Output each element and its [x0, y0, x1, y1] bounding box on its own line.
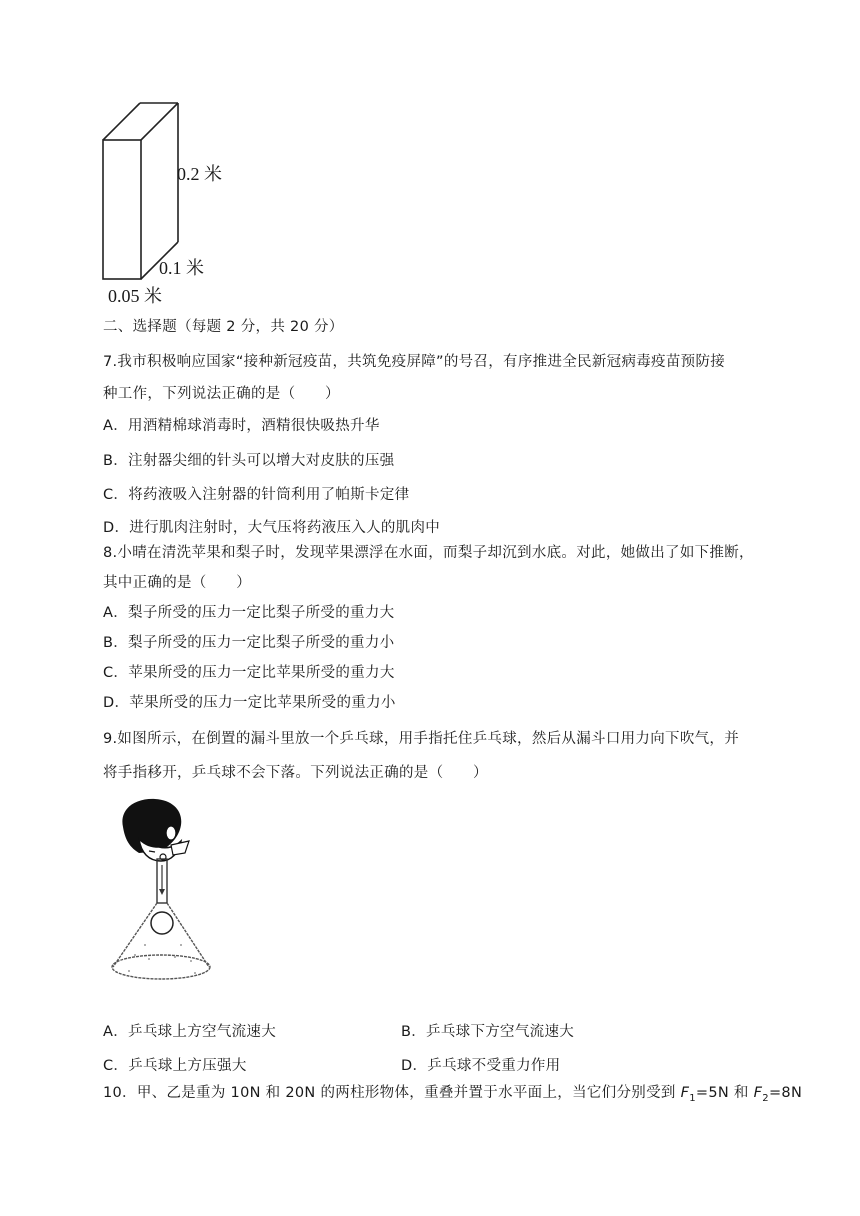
width-label: 0.05 米: [108, 286, 162, 306]
q8-option-b: B．梨子所受的压力一定比梨子所受的重力小: [103, 635, 395, 651]
q7-option-d: D．进行肌肉注射时，大气压将药液压入人的肌肉中: [103, 520, 441, 536]
f1-value: =5N 和: [695, 1085, 754, 1101]
q8-stem-line1: 8.小晴在清洗苹果和梨子时，发现苹果漂浮在水面，而梨子却沉到水底。对此，她做出了如下推断，: [103, 545, 754, 561]
section-heading: 二、选择题（每题 2 分，共 20 分）: [103, 319, 344, 335]
q8-option-a: A．梨子所受的压力一定比梨子所受的重力大: [103, 605, 395, 621]
f2-subscript: 2: [762, 1092, 769, 1104]
f1-subscript: 1: [689, 1092, 696, 1104]
q9-option-d: D．乒乓球不受重力作用: [401, 1058, 561, 1074]
funnel-person-illustration: [105, 795, 245, 990]
q9-option-b: B．乒乓球下方空气流速大: [401, 1024, 575, 1040]
q8-option-d: D．苹果所受的压力一定比苹果所受的重力小: [103, 695, 396, 711]
q7-option-a: A．用酒精棉球消毒时，酒精很快吸热升华: [103, 418, 380, 434]
q7-stem-line2: 种工作，下列说法正确的是（ ）: [103, 386, 340, 402]
funnel-figure: [105, 795, 245, 990]
f2-value: =8N: [768, 1085, 803, 1101]
q9-option-c: C．乒乓球上方压强大: [103, 1058, 247, 1074]
q9-stem-line2: 将手指移开，乒乓球不会下落。下列说法正确的是（ ）: [103, 765, 488, 781]
q9-stem-line1: 9.如图所示，在倒置的漏斗里放一个乒乓球，用手指托住乒乓球，然后从漏斗口用力向下吹气，并: [103, 731, 740, 747]
height-label: 0.2 米: [177, 164, 222, 184]
q7-option-c: C．将药液吸入注射器的针筒利用了帕斯卡定律: [103, 487, 410, 503]
q8-stem-line2: 其中正确的是（ ）: [103, 575, 251, 591]
q7-option-b: B．注射器尖细的针头可以增大对皮肤的压强: [103, 453, 395, 469]
q9-option-a: A．乒乓球上方空气流速大: [103, 1024, 277, 1040]
f2-symbol: F: [753, 1085, 763, 1101]
q10-stem-text: 10．甲、乙是重为 10N 和 20N 的两柱形物体，重叠并置于水平面上，当它们分别受到: [103, 1085, 681, 1101]
depth-label: 0.1 米: [159, 258, 204, 278]
f1-symbol: F: [680, 1085, 690, 1101]
q10-stem: [103, 1081, 802, 1104]
q8-option-c: C．苹果所受的压力一定比苹果所受的重力大: [103, 665, 395, 681]
q7-stem-line1: 7.我市积极响应国家“接种新冠疫苗，共筑免疫屏障”的号召，有序推进全民新冠病毒疫苗预防接: [103, 354, 726, 370]
